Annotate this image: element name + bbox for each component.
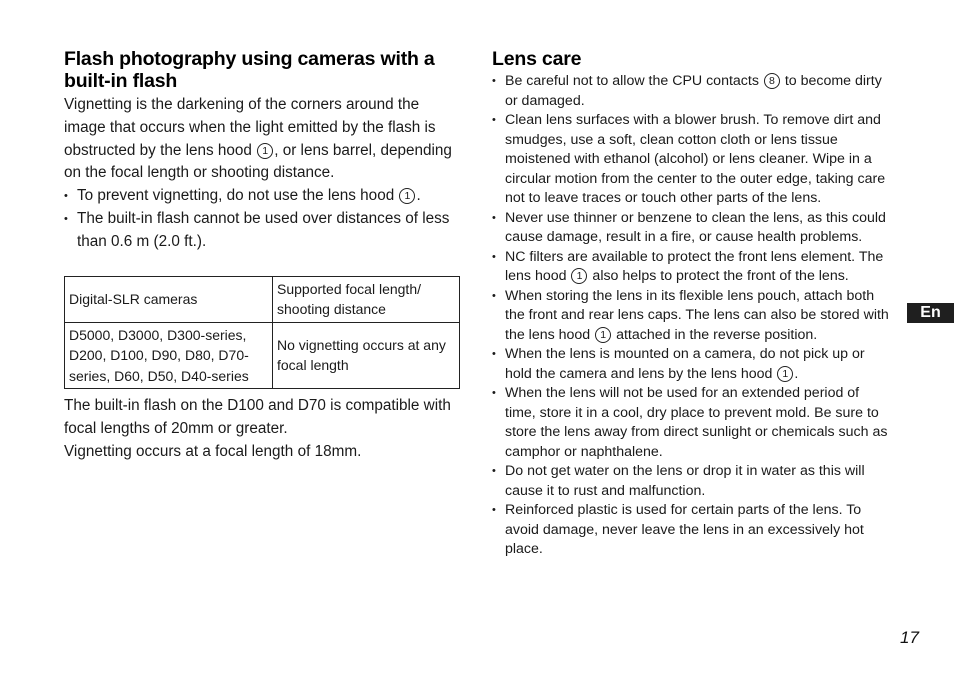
- bullet-text-b: .: [794, 365, 799, 382]
- bullet-text-a: To prevent vignetting, do not use the lens hood: [77, 187, 399, 205]
- list-item: [492, 72, 890, 111]
- language-tab: En: [907, 303, 954, 323]
- page-number: 17: [900, 628, 919, 647]
- bullet-text-a: When the lens is mounted on a camera, do not pick up or hold the camera and lens by the lens hood: [505, 346, 865, 382]
- bullet-text-a: NC filters are available to protect the front lens element. The lens hood: [505, 248, 884, 284]
- bullet-text-a: Be careful not to allow the CPU contacts: [505, 73, 763, 89]
- table-header-cameras: Digital-SLR cameras: [65, 276, 273, 322]
- right-column: [492, 48, 890, 560]
- callout-number: 1: [571, 268, 587, 284]
- vignetting-intro: [64, 94, 462, 185]
- list-item: • Reinforced plastic is used for certain parts of the lens. To avoid damage, never leave the lens in an excessively hot place.: [492, 501, 890, 560]
- list-item: [492, 345, 890, 384]
- intro-text-b: , or lens barrel, depending on the focal length or shooting distance.: [64, 141, 452, 182]
- table-cell-focal: No vignetting occurs at any focal length: [273, 322, 460, 389]
- bullet-text-b: .: [416, 187, 421, 205]
- table-header-row: [65, 276, 460, 322]
- list-item: [492, 287, 890, 346]
- intro-text-a: Vignetting is the darkening of the corners around the image that occurs when the light emitted by the flash is obstructed by the lens hood: [64, 96, 436, 159]
- lens-care-list: [492, 72, 890, 560]
- flash-bullet-list: [64, 185, 462, 253]
- section-title-flash: Flash photography using cameras with a built-in flash: [64, 48, 435, 92]
- list-item: [64, 185, 462, 208]
- callout-number: 1: [777, 366, 793, 382]
- section-title-lens-care: Lens care: [492, 48, 582, 70]
- list-item: • When the lens will not be used for an extended period of time, store it in a cool, dry place to prevent mold. Be sure to store the lens away from direct sunlight or chemicals such as camphor or naphthalene.: [492, 384, 890, 462]
- callout-number: 1: [595, 327, 611, 343]
- callout-number: 1: [399, 188, 415, 204]
- callout-number: 8: [764, 73, 780, 89]
- list-item: • Never use thinner or benzene to clean the lens, as this could cause damage, result in a fire, or cause health problems.: [492, 209, 890, 248]
- callout-number: 1: [257, 143, 273, 159]
- bullet-text-b: also helps to protect the front of the lens.: [588, 268, 849, 284]
- vignetting-note: Vignetting occurs at a focal length of 18mm.: [64, 442, 362, 460]
- bullet-text-a: When storing the lens in its flexible lens pouch, attach both the front and rear lens caps. The lens can also be stored with the lens hood: [505, 287, 889, 343]
- list-item: • Do not get water on the lens or drop it in water as this will cause it to rust and malfunction.: [492, 462, 890, 501]
- table-cell-cameras: D5000, D3000, D300-series, D200, D100, D90, D80, D70-series, D60, D50, D40-series: [65, 322, 273, 389]
- list-item: [492, 248, 890, 287]
- table-row: [65, 322, 460, 389]
- bullet-text-b: attached in the reverse position.: [612, 326, 818, 343]
- compat-note: The built-in flash on the D100 and D70 is compatible with focal lengths of 20mm or greater.: [64, 397, 451, 437]
- list-item: • The built-in flash cannot be used over distances of less than 0.6 m (2.0 ft.).: [64, 208, 462, 254]
- compatibility-table: [64, 276, 460, 390]
- table-header-focal: Supported focal length/ shooting distance: [273, 276, 460, 322]
- bullet-text-b: to become dirty or damaged.: [505, 73, 882, 109]
- list-item: • Clean lens surfaces with a blower brush. To remove dirt and smudges, use a soft, clean cotton cloth or lens tissue moistened with ethanol (alcohol) or lens cleaner. Wipe in a circular motion from the center to the outer edge, taking care not to leave traces or touch other parts of the lens.: [492, 111, 890, 209]
- left-column: [64, 48, 462, 463]
